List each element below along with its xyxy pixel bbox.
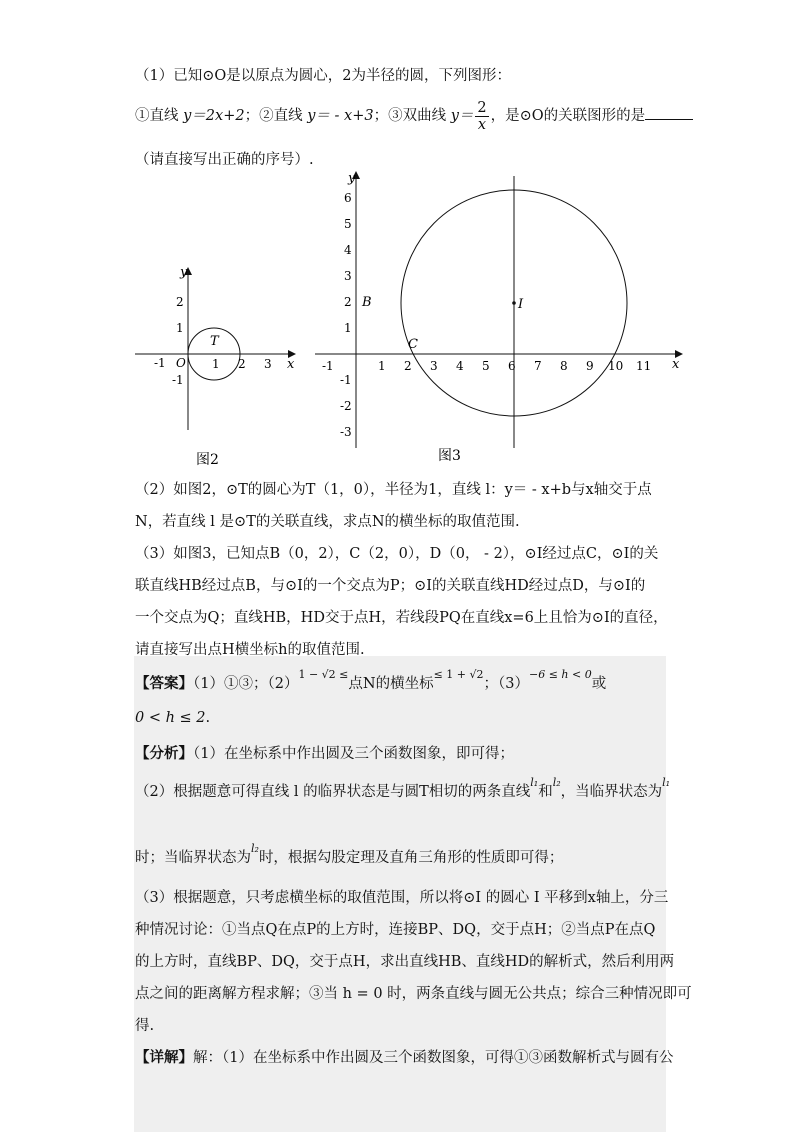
symbol-l1: l₁ bbox=[530, 776, 539, 789]
answer-part3: ；（3） bbox=[483, 676, 529, 692]
analysis-line5: 种情况讨论：①当点Q在点P的上方时，连接BP、DQ，交于点H；②当点P在点Q bbox=[135, 922, 656, 938]
fig2-center-label: T bbox=[210, 334, 219, 349]
fig2-y-label: y bbox=[180, 265, 188, 280]
q1-eq3: y＝ bbox=[450, 108, 474, 124]
symbol-l2: l₂ bbox=[552, 776, 561, 789]
q2-line2: N，若直线 l 是⊙T的关联直线，求点N的横坐标的取值范围. bbox=[135, 514, 520, 530]
answer-inequality-1: 1 − √2 ≤ bbox=[298, 668, 349, 681]
figure-2 bbox=[130, 262, 300, 472]
label-B: B bbox=[362, 295, 372, 310]
fig2-caption: 图2 bbox=[196, 452, 219, 468]
analysis-line6: 的上方时，直线BP、DQ，交于点H，求出直线HB、直线HD的解析式，然后利用两 bbox=[135, 954, 675, 970]
analysis-text-1: （1）在坐标系中作出圆及三个函数图象，即可得； bbox=[193, 746, 514, 762]
analysis-line7: 点之间的距离解方程求解；③当 h = 0 时，两条直线与圆无公共点；综合三种情况即可 bbox=[135, 986, 692, 1002]
q1-eq1: y＝2x+2 bbox=[183, 108, 245, 124]
fig2-xtick: 1 bbox=[212, 357, 220, 371]
answer-inequality-3: −6 ≤ h < 0 bbox=[529, 668, 592, 681]
fig3-xtick: -1 bbox=[322, 359, 334, 373]
detail-text-1: 解：（1）在坐标系中作出圆及三个函数图象，可得①③函数解析式与圆有公 bbox=[193, 1050, 674, 1066]
answer-line1 bbox=[135, 668, 607, 693]
symbol-l2: l₂ bbox=[251, 842, 259, 855]
answer-or: 或 bbox=[591, 676, 607, 692]
analysis-line8: 得. bbox=[135, 1018, 155, 1034]
q1-text-c: ；③双曲线 bbox=[373, 108, 451, 124]
fig3-xtick: 7 bbox=[534, 359, 542, 373]
fig3-ytick: 3 bbox=[344, 269, 352, 283]
q2-line1: （2）如图2，⊙T的圆心为T（1，0），半径为1，直线 l：y＝ - x+b与x轴交于点 bbox=[135, 482, 652, 498]
analysis-text-2b: ，当临界状态为 bbox=[560, 784, 663, 800]
q1-text-d: ，是⊙O的关联图形的是 bbox=[490, 108, 646, 124]
answer-blank bbox=[645, 105, 693, 120]
fig3-xtick: 2 bbox=[404, 359, 412, 373]
answer-period: . bbox=[205, 710, 211, 726]
analysis-line3 bbox=[135, 842, 564, 867]
answer-inequality-2: ≤ 1 + √2 bbox=[433, 668, 484, 681]
q1-line3: （请直接写出正确的序号）. bbox=[135, 152, 314, 168]
fig3-x-label: x bbox=[672, 357, 680, 372]
fig3-xtick: 5 bbox=[482, 359, 490, 373]
fig3-ytick: 6 bbox=[344, 191, 352, 205]
fig3-y-label: y bbox=[348, 171, 356, 186]
answer-tag: 【答案】 bbox=[135, 675, 193, 692]
fig3-xtick: 4 bbox=[456, 359, 464, 373]
fig2-ytick: -1 bbox=[172, 373, 184, 387]
fig2-ytick: 2 bbox=[176, 295, 184, 309]
fraction-denominator: x bbox=[477, 116, 487, 133]
q3-line1: （3）如图3，已知点B（0，2），C（2，0），D（0， - 2），⊙I经过点C，⊙I的关 bbox=[135, 546, 659, 562]
fig3-xtick: 11 bbox=[636, 359, 652, 373]
detail-line1 bbox=[135, 1046, 673, 1067]
fig3-caption: 图3 bbox=[438, 448, 461, 464]
fig3-xtick: 6 bbox=[508, 359, 516, 373]
fig3-xtick: 1 bbox=[378, 359, 386, 373]
label-I: I bbox=[518, 297, 524, 312]
analysis-line1 bbox=[135, 742, 514, 763]
q1-eq2: y＝ - x+3 bbox=[307, 108, 374, 124]
fig3-ytick: 5 bbox=[344, 217, 352, 231]
fig3-ytick: -1 bbox=[340, 373, 352, 387]
fig3-ytick: 4 bbox=[344, 243, 352, 257]
analysis-text-2a: （2）根据题意可得直线 l 的临界状态是与圆T相切的两条直线 bbox=[135, 784, 531, 800]
point-I bbox=[512, 301, 516, 305]
q3-line3: 一个交点为Q；直线HB，HD交于点H，若线段PQ在直线x=6上且恰为⊙I的直径， bbox=[135, 610, 668, 626]
fig2-xtick: 2 bbox=[238, 357, 246, 371]
label-C: C bbox=[408, 337, 418, 352]
q3-line4: 请直接写出点H横坐标h的取值范围. bbox=[135, 642, 365, 658]
answer-part1: （1）①③；（2） bbox=[193, 676, 299, 692]
symbol-l1: l₁ bbox=[662, 776, 671, 789]
fig3-ytick: -3 bbox=[340, 425, 352, 439]
q1-line1: （1）已知⊙O是以原点为圆心，2为半径的圆，下列图形： bbox=[135, 68, 511, 84]
fig3-ytick: 2 bbox=[344, 295, 352, 309]
analysis-line2 bbox=[135, 776, 671, 801]
fig3-xtick: 3 bbox=[430, 359, 438, 373]
q1-line2 bbox=[135, 96, 693, 136]
fraction-numerator: 2 bbox=[477, 99, 487, 116]
detail-tag: 【详解】 bbox=[135, 1049, 193, 1066]
answer-inequality-4: 0 < h ≤ 2 bbox=[135, 710, 206, 726]
analysis-line4: （3）根据题意，只考虑横坐标的取值范围，所以将⊙I 的圆心 I 平移到x轴上，分三 bbox=[135, 890, 669, 906]
analysis-tag: 【分析】 bbox=[135, 745, 193, 762]
answer-middle: 点N的横坐标 bbox=[348, 676, 434, 692]
analysis-and: 和 bbox=[538, 784, 553, 800]
q1-fraction bbox=[475, 100, 488, 133]
analysis-text-3a: 时；当临界状态为 bbox=[135, 850, 251, 866]
fig3-xtick: 10 bbox=[608, 359, 624, 373]
figure-3 bbox=[310, 168, 690, 468]
fig3-xtick: 8 bbox=[560, 359, 568, 373]
fig2-x-label: x bbox=[287, 357, 295, 372]
fig2-origin-label: O bbox=[176, 356, 186, 370]
q1-text-b: ；②直线 bbox=[244, 108, 308, 124]
q1-text-a: ①直线 bbox=[135, 108, 184, 124]
fig3-ytick: -2 bbox=[340, 399, 352, 413]
fig2-xtick: -1 bbox=[154, 356, 166, 370]
fig3-ytick: 1 bbox=[344, 321, 352, 335]
fig2-xtick: 3 bbox=[264, 357, 272, 371]
q3-line2: 联直线HB经过点B，与⊙I的一个交点为P；⊙I的关联直线HD经过点D，与⊙I的 bbox=[135, 578, 646, 594]
analysis-text-3b: 时，根据勾股定理及直角三角形的性质即可得； bbox=[258, 850, 564, 866]
fig2-ytick: 1 bbox=[176, 321, 184, 335]
answer-line2 bbox=[135, 710, 210, 726]
fig3-xtick: 9 bbox=[586, 359, 594, 373]
